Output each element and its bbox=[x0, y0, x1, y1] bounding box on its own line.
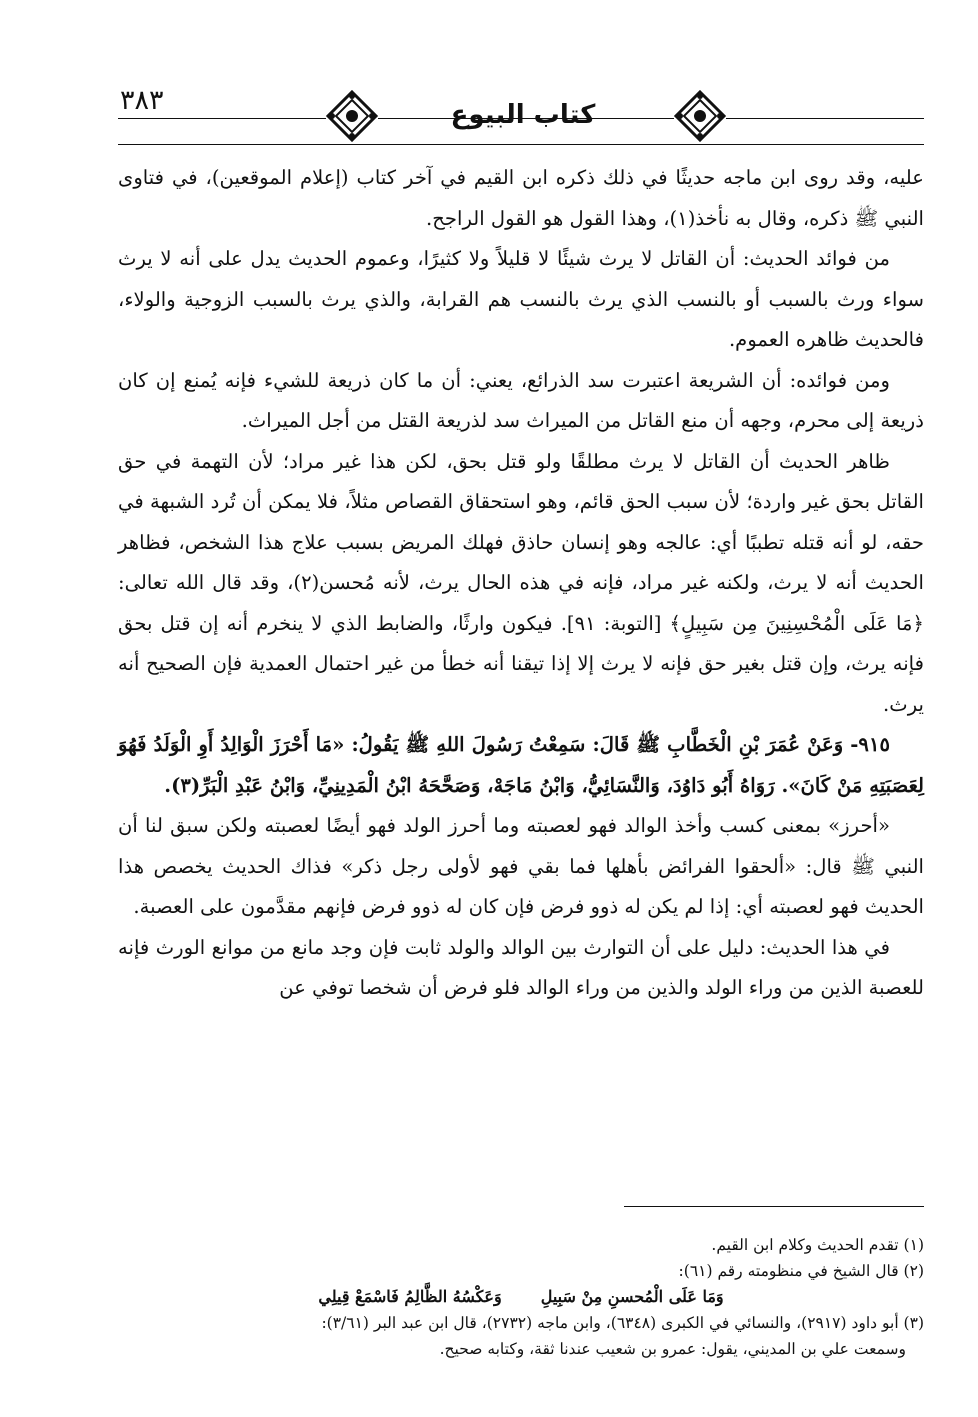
paragraph: ومن فوائده: أن الشريعة اعتبرت سد الذرائع، يعني: أن ما كان ذريعة للشيء فإنه يُمنع إن كان ذريعة إلى محرم، وجهه أن منع القاتل من الميراث سد لذريعة القتل من أجل الميراث. bbox=[118, 368, 924, 432]
page-title: كتاب البيوع bbox=[450, 100, 596, 130]
verse-hemistich-1: وَمَا عَلَى الْمُحسنِ مِنْ سَبِيلِ bbox=[540, 1287, 724, 1306]
page bbox=[118, 80, 925, 999]
paragraph: عليه، وقد روى ابن ماجه حديثًا في ذلك ذكره ابن القيم في آخر كتاب (إعلام الموقعين)، في فتاوى النبي ﷺ ذكره، وقال به نأخذ(١)، وهذا القول هو القول الراجح. bbox=[118, 166, 924, 230]
footnotes bbox=[118, 1232, 924, 1362]
paragraph: في هذا الحديث: دليل على أن التوارث بين الوالد والولد ثابت فإن وجد مانع من موانع الورث فإنه للعصبة الذين من وراء الولد والذين من وراء الوالد فلو فرض أن شخصا توفي عن bbox=[118, 935, 924, 999]
ornament-right-icon bbox=[674, 90, 726, 142]
footnote-3: (٣) أبو داود (٢٩١٧)، والنسائي في الكبرى (٦٣٤٨)، وابن ماجه (٢٧٣٢)، قال ابن عبد البر (٣/٦١): bbox=[321, 1314, 924, 1332]
ornament-left-icon bbox=[326, 90, 378, 142]
paragraph: من فوائد الحديث: أن القاتل لا يرث شيئًا لا قليلاً ولا كثيرًا، وعموم الحديث يدل على أنه لا يرث سواء ورث بالسبب أو بالنسب الذي يرث بالنسب هم القرابة، والذي يرث بالسبب الزوجية والولاء، فالحديث ظاهره العموم. bbox=[118, 247, 924, 351]
header-rule-lower bbox=[118, 144, 924, 145]
page-number: ٣٨٣ bbox=[120, 85, 164, 116]
hadith-text: ٩١٥- وَعَنْ عُمَرَ بْنِ الْخَطَّابِ ﷺ قَالَ: سَمِعْتُ رَسُولَ اللهِ ﷺ يَقُولُ: «مَا أَحْرَزَ الْوَالِدُ أَوِ الْوَلَدُ فَهُوَ لِعَصَبَتِهِ مَنْ كَانَ». رَوَاهُ أَبُو دَاوُدَ، وَالنَّسَائِيُّ، وَابْنُ مَاجَهْ، وَصَحَّحَهُ ابْنُ الْمَدِينِيِّ، وَابْنُ عَبْدِ الْبَرِّ(٣). bbox=[118, 733, 924, 797]
paragraph: ظاهر الحديث أن القاتل لا يرث مطلقًا ولو قتل بحق، لكن هذا غير مراد؛ لأن التهمة في حق القاتل بحق غير واردة؛ لأن سبب الحق قائم، وهو استحقاق القصاص مثلاً، فلا يمكن أن تُرد الشبهة في حقه، لو أنه قتله تطببًا أي: عالجه وهو إنسان حاذق فهلك المريض بسبب علاج هذا الشخص، فظاهر الحديث أنه لا يرث، ولكنه غير مراد، فإنه في هذه الحال يرث، لأنه مُحسن(٢)، وقد قال الله تعالى: ﴿مَا عَلَى الْمُحْسِنِينَ مِن سَبِيلٍ﴾ [التوبة: ٩١]. فيكون وارثًا، والضابط الذي لا ينخرم أنه إن قتل بحق فإنه يرث، وإن قتل بغير حق فإنه لا يرث إلا إذا تيقنا أنه خطأ من غير احتمال العمدية فإن الصحيح أنه يرث. bbox=[118, 449, 925, 716]
verse-hemistich-2: وَعَكْسُهُ الظَّالِمُ فَاسْمَعْ قِيلِي bbox=[318, 1287, 502, 1306]
page-header bbox=[118, 80, 924, 156]
footnote-3-continuation: وسمعت علي بن المديني، يقول: عمرو بن شعيب عندنا ثقة، وكتابه صحيح. bbox=[439, 1340, 906, 1358]
footnote-2: (٢) قال الشيخ في منظومته رقم (٦١): bbox=[678, 1262, 924, 1280]
footnote-verse bbox=[118, 1284, 924, 1310]
page-body bbox=[118, 158, 924, 1009]
paragraph: «أحرز» بمعنى كسب وأخذ الوالد فهو لعصبته وما أحرز الولد فهو أيضًا لعصبته ولكن سبق لنا أن النبي ﷺ قال: «ألحقوا الفرائض بأهلها فما بقي فهو لأولى رجل ذكر» فذاك الحديث يخصص هذا الحديث فهو لعصبته أي: إذا لم يكن له ذوو فرض فإن كان له ذوو فرض فإنهم مقدَّمون على العصبة. bbox=[118, 814, 924, 918]
footnote-1: (١) تقدم الحديث وكلام ابن القيم. bbox=[711, 1236, 924, 1254]
footnote-divider bbox=[118, 1206, 924, 1207]
